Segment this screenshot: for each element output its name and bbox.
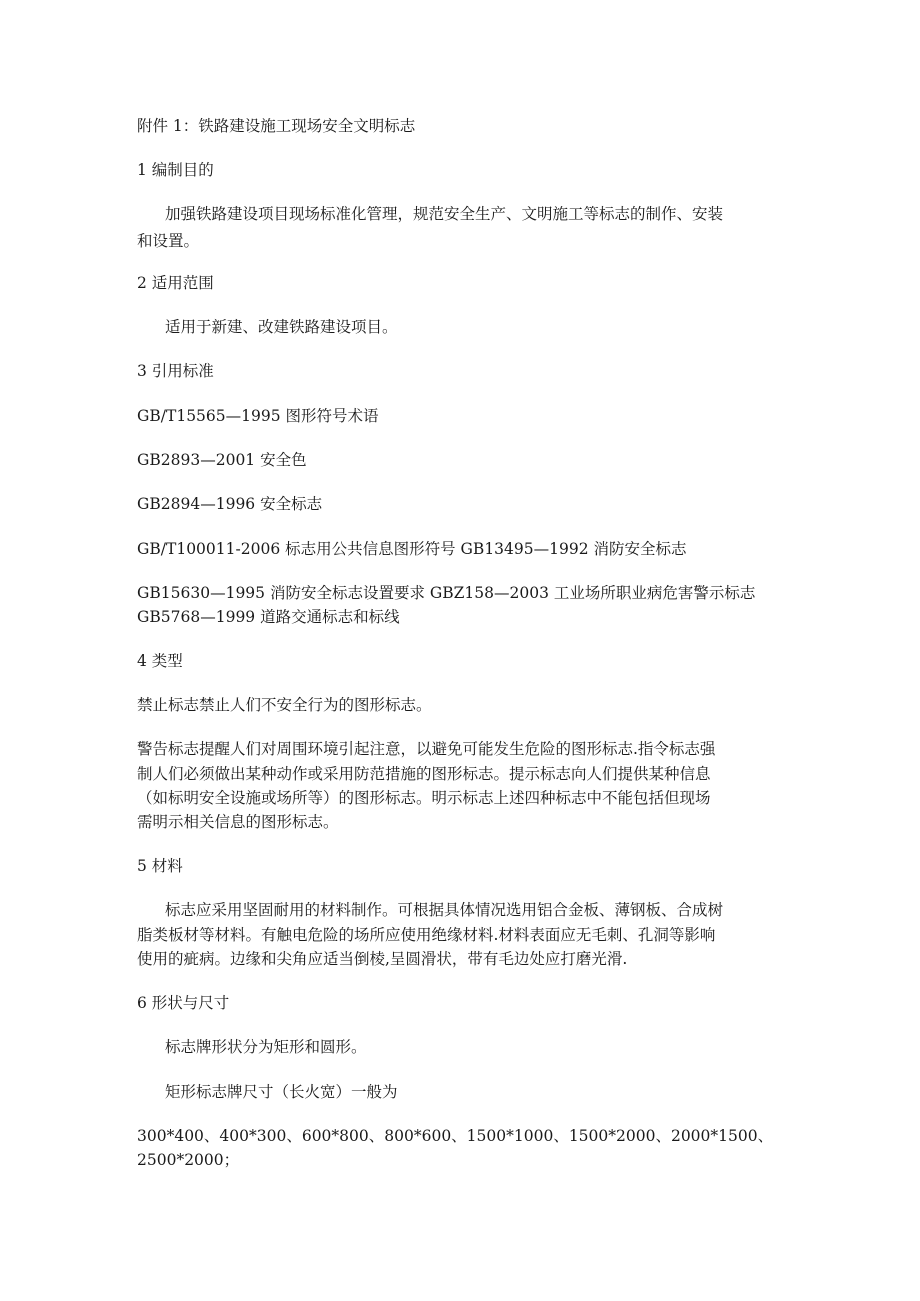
section-5-heading: 5 材料: [137, 857, 183, 875]
standard-item-5: GB15630—1995 消防安全标志设置要求 GBZ158—2003 工业场所职业病危害警示标志: [137, 584, 756, 602]
section-1-paragraph-line-1: 加强铁路建设项目现场标准化管理，规范安全生产、文明施工等标志的制作、安装: [165, 205, 724, 223]
section-6-paragraph-1: 标志牌形状分为矩形和圆形。: [165, 1038, 367, 1056]
section-5-paragraph-line-2: 脂类板材等材料。有触电危险的场所应使用绝缘材料.材料表面应无毛刺、孔洞等影响: [137, 926, 716, 944]
section-1-heading: 1 编制目的: [137, 161, 214, 179]
section-4-paragraph-2-line-2: 制人们必须做出某种动作或采用防范措施的图形标志。提示标志向人们提供某种信息: [137, 765, 711, 783]
standard-item-4: GB/T100011-2006 标志用公共信息图形符号 GB13495—1992 消防安全标志: [137, 540, 687, 558]
section-4-paragraph-2-line-1: 警告标志提醒人们对周围环境引起注意，以避免可能发生危险的图形标志.指令标志强: [137, 740, 716, 758]
section-4-heading: 4 类型: [137, 652, 183, 670]
section-5-paragraph-line-3: 使用的疵病。边缘和尖角应适当倒棱,呈圆滑状，带有毛边处应打磨光滑.: [137, 950, 628, 968]
standard-item-1: GB/T15565—1995 图形符号术语: [137, 407, 379, 425]
section-4-paragraph-1: 禁止标志禁止人们不安全行为的图形标志。: [137, 696, 432, 714]
section-6-paragraph-2: 矩形标志牌尺寸（长火宽）一般为: [165, 1083, 398, 1101]
section-6-sizes-line-2: 2500*2000；: [137, 1151, 240, 1169]
section-4-paragraph-2-line-4: 需明示相关信息的图形标志。: [137, 813, 339, 831]
standard-item-6: GB5768—1999 道路交通标志和标线: [137, 608, 400, 626]
section-6-sizes-line-1: 300*400、400*300、600*800、800*600、1500*1000、1500*2000、2000*1500、: [137, 1127, 774, 1145]
section-5-paragraph-line-1: 标志应采用坚固耐用的材料制作。可根据具体情况选用铝合金板、薄钢板、合成树: [165, 901, 724, 919]
standard-item-2: GB2893—2001 安全色: [137, 451, 307, 469]
section-6-heading: 6 形状与尺寸: [137, 994, 230, 1012]
section-4-paragraph-2-line-3: （如标明安全设施或场所等）的图形标志。明示标志上述四种标志中不能包括但现场: [137, 789, 711, 807]
section-2-paragraph: 适用于新建、改建铁路建设项目。: [165, 318, 398, 336]
section-3-heading: 3 引用标准: [137, 362, 214, 380]
section-2-heading: 2 适用范围: [137, 274, 214, 292]
standard-item-3: GB2894—1996 安全标志: [137, 495, 323, 513]
section-1-paragraph-line-2: 和设置。: [137, 232, 200, 250]
document-title: 附件 1：铁路建设施工现场安全文明标志: [137, 117, 416, 135]
